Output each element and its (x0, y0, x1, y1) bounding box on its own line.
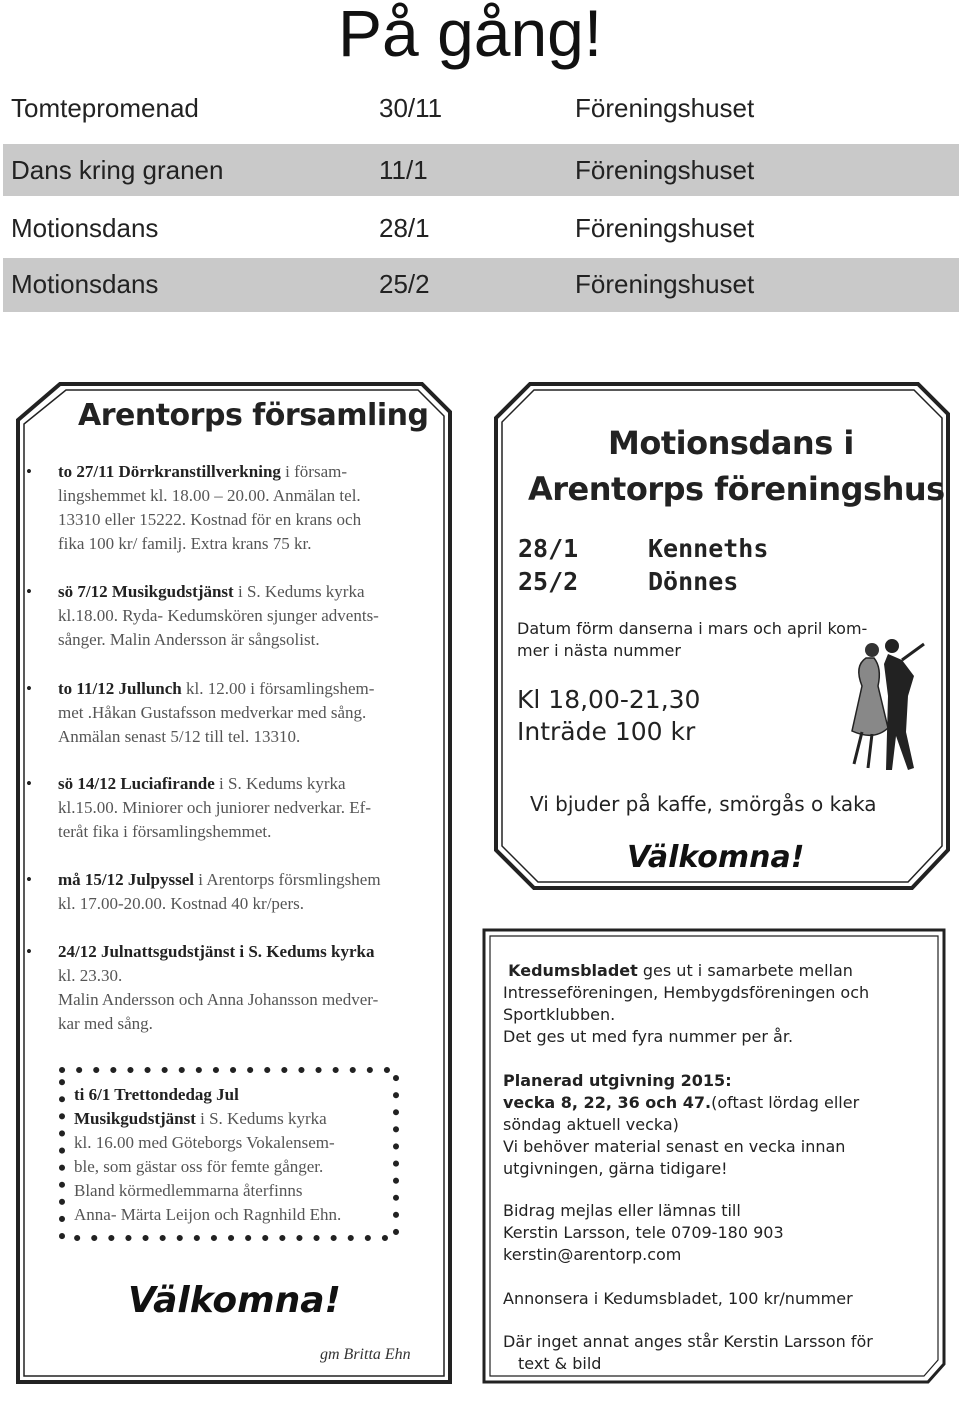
bullet-icon: • (26, 462, 32, 481)
dance-band: Kenneths (648, 534, 769, 563)
info-line: Sportklubben. (503, 1005, 616, 1024)
item-title: to 27/11 Dörrkranstillverkning (58, 462, 281, 481)
special-line: ble, som gästar oss för femte gånger. (74, 1157, 324, 1176)
dance-date: 25/2 (518, 567, 579, 596)
item-line: 13310 eller 15222. Kostnad för en krans och (58, 510, 362, 529)
info-line: Där inget annat anges står Kerstin Larsson för (503, 1332, 873, 1351)
event-name: Tomtepromenad (11, 93, 199, 123)
info-line: Vi behöver material senast en vecka innan (503, 1137, 846, 1156)
item-title: må 15/12 Julpyssel (58, 870, 195, 889)
page-title: På gång! (338, 0, 603, 70)
info-line: Intresseföreningen, Hembygdsföreningen och (503, 983, 870, 1002)
event-name: Motionsdans (11, 213, 159, 243)
special-line: Anna- Märta Leijon och Ragnhild Ehn. (74, 1205, 342, 1224)
item-line: met .Håkan Gustafsson medverkar med sång. (58, 703, 367, 722)
item-line: Anmälan senast 5/12 till tel. 13310. (58, 727, 301, 746)
info-line: utgivningen, gärna tidigare! (503, 1159, 728, 1178)
item-text: kl. 12.00 i församlingshem- (181, 679, 375, 698)
item-line: Malin Andersson och Anna Johansson medver- (58, 990, 379, 1009)
event-date: 25/2 (379, 269, 430, 299)
item-text: i Arentorps försmlingshem (194, 870, 381, 889)
item-line: kl.15.00. Miniorer och juniorer nedverkar. Ef- (58, 798, 371, 817)
info-bold: vecka 8, 22, 36 och 47. (503, 1093, 712, 1112)
dance-offer: Vi bjuder på kaffe, smörgås o kaka (530, 792, 877, 816)
event-name: Dans kring granen (11, 155, 224, 185)
event-date: 11/1 (379, 155, 428, 185)
church-welcome: Välkomna! (128, 1280, 341, 1321)
info-line: söndag aktuell vecka) (503, 1115, 679, 1134)
dance-time: Kl 18,00-21,30 (517, 685, 701, 714)
bullet-icon: • (26, 870, 32, 889)
item-title: sö 7/12 Musikgudstjänst (58, 582, 234, 601)
event-place: Föreningshuset (575, 269, 755, 299)
church-item (26, 460, 430, 556)
info-line: Bidrag mejlas eller lämnas till (503, 1201, 741, 1220)
dance-info (517, 684, 700, 748)
church-item (26, 940, 438, 1036)
dance-welcome: Välkomna! (627, 840, 805, 875)
info-para-2 (503, 1070, 933, 1180)
special-subtitle: Musikgudstjänst (74, 1109, 196, 1128)
item-line: sånger. Malin Andersson är sångsolist. (58, 630, 320, 649)
event-name: Motionsdans (11, 269, 159, 299)
event-place: Föreningshuset (575, 155, 755, 185)
dance-date: 28/1 (518, 534, 579, 563)
church-item (26, 677, 430, 749)
info-bold: Planerad utgivning 2015: (503, 1071, 732, 1090)
info-para-1 (503, 960, 933, 1048)
special-text: i S. Kedums kyrka (195, 1109, 327, 1128)
event-place: Föreningshuset (575, 93, 755, 123)
item-text: i S. Kedums kyrka (214, 774, 346, 793)
event-place: Föreningshuset (575, 213, 755, 243)
info-text: ges ut i samarbete mellan (637, 961, 853, 980)
special-line: Bland körmedlemmarna återfinns (74, 1181, 303, 1200)
info-line: Kerstin Larsson, tele 0709-180 903 (503, 1223, 784, 1242)
info-para-5 (503, 1331, 933, 1375)
dance-fee: Inträde 100 kr (517, 717, 696, 746)
info-text: (oftast lördag eller (711, 1093, 860, 1112)
dance-note-line: mer i nästa nummer (517, 641, 681, 660)
info-email: kerstin@arentorp.com (503, 1245, 682, 1264)
event-date: 28/1 (379, 213, 430, 243)
special-item (74, 1083, 386, 1227)
church-heading: Arentorps församling (78, 398, 429, 433)
dancing-couple-image (844, 636, 934, 776)
item-title: sö 14/12 Luciafirande (58, 774, 215, 793)
special-title: ti 6/1 Trettondedag Jul (74, 1085, 239, 1104)
church-item (26, 772, 430, 844)
bullet-icon: • (26, 679, 32, 698)
special-line: kl. 16.00 med Göteborgs Vokalensem- (74, 1133, 335, 1152)
signature: gm Britta Ehn (320, 1346, 411, 1363)
info-para-4: Annonsera i Kedumsbladet, 100 kr/nummer (503, 1289, 853, 1308)
item-line: lingshemmet kl. 18.00 – 20.00. Anmälan tel. (58, 486, 361, 505)
dance-heading-2: Arentorps föreningshus (528, 470, 945, 508)
church-item (26, 868, 438, 916)
bullet-icon: • (26, 774, 32, 793)
item-text: i S. Kedums kyrka (233, 582, 365, 601)
bullet-icon: • (26, 942, 32, 961)
bullet-icon: • (26, 582, 32, 601)
item-title: to 11/12 Jullunch (58, 679, 182, 698)
item-title: 24/12 Julnattsgudstjänst i S. Kedums kyrka (58, 942, 375, 961)
item-line: fika 100 kr/ familj. Extra krans 75 kr. (58, 534, 312, 553)
item-line: kl. 23.30. (58, 966, 123, 985)
info-line: Det ges ut med fyra nummer per år. (503, 1027, 794, 1046)
info-para-3 (503, 1200, 933, 1266)
dance-heading-1: Motionsdans i (608, 424, 854, 462)
church-item (26, 580, 430, 652)
item-line: teråt fika i församlingshemmet. (58, 822, 272, 841)
item-line: kl.18.00. Ryda- Kedumskören sjunger advents- (58, 606, 379, 625)
event-date: 30/11 (379, 93, 443, 123)
dance-note-line: Datum förm danserna i mars och april kom- (517, 619, 868, 638)
item-text: i försam- (280, 462, 347, 481)
item-line: kl. 17.00-20.00. Kostnad 40 kr/pers. (58, 894, 305, 913)
dance-band: Dönnes (648, 567, 739, 596)
info-bold: Kedumsbladet (508, 961, 638, 980)
info-line: text & bild (518, 1354, 602, 1373)
dance-note (517, 618, 867, 662)
item-line: kar med sång. (58, 1014, 153, 1033)
